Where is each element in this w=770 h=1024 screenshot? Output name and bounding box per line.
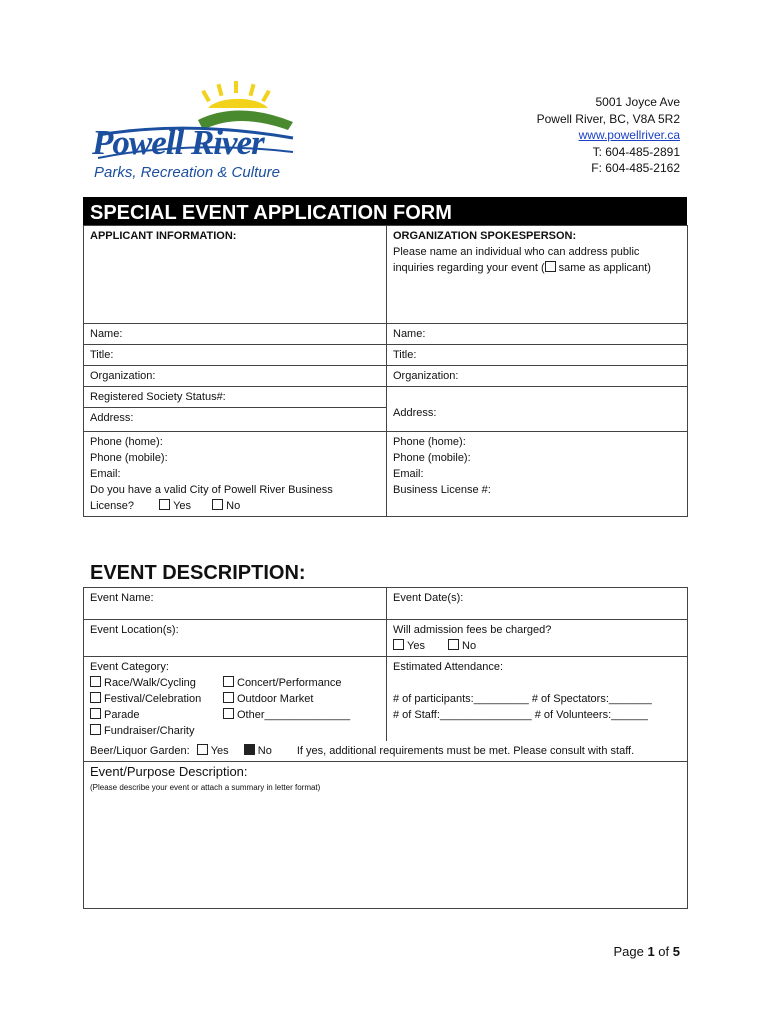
spokesperson-title-field[interactable]: Title:: [393, 349, 417, 361]
applicant-table: [83, 225, 688, 517]
beer-yes-checkbox[interactable]: [197, 744, 208, 755]
concert-label: Concert/Performance: [237, 677, 342, 689]
purpose-note: (Please describe your event or attach a summary in letter format): [90, 783, 321, 792]
address-block: [537, 94, 680, 177]
applicant-society-field[interactable]: Registered Society Status#:: [90, 391, 226, 403]
race-label: Race/Walk/Cycling: [104, 677, 196, 689]
beer-no-checkbox[interactable]: [244, 744, 255, 755]
license-yes-checkbox[interactable]: [159, 499, 170, 510]
page-of: of: [654, 944, 673, 959]
spokesperson-phone-home-field[interactable]: Phone (home):: [393, 436, 466, 448]
parade-label: Parade: [104, 709, 140, 721]
spokesperson-heading: ORGANIZATION SPOKESPERSON:: [393, 230, 577, 242]
address-line2: Powell River, BC, V8A 5R2: [536, 111, 680, 126]
license-no-checkbox[interactable]: [212, 499, 223, 510]
address-line1: 5001 Joyce Ave: [595, 95, 680, 109]
license-question-end: License?: [90, 500, 135, 512]
logo-wordmark: Powell River: [92, 123, 264, 162]
spokesperson-organization-field[interactable]: Organization:: [393, 370, 459, 382]
page-number: [613, 944, 680, 959]
page-total: 5: [672, 944, 680, 959]
applicant-email-field[interactable]: Email:: [90, 468, 121, 480]
applicant-address-field[interactable]: Address:: [90, 412, 134, 424]
license-yes-label: Yes: [173, 500, 192, 512]
beer-no-label: No: [257, 745, 272, 757]
attendance-label: Estimated Attendance:: [393, 661, 504, 673]
applicant-title-field[interactable]: Title:: [90, 349, 114, 361]
applicant-phone-home-field[interactable]: Phone (home):: [90, 436, 163, 448]
fundraiser-label: Fundraiser/Charity: [104, 725, 195, 737]
page-prefix: Page: [613, 944, 648, 959]
fundraiser-checkbox[interactable]: [90, 724, 101, 735]
license-no-label: No: [226, 500, 241, 512]
spokesperson-desc2b: same as applicant): [558, 262, 651, 274]
admission-yes-label: Yes: [407, 640, 425, 652]
admission-yes-checkbox[interactable]: [393, 639, 404, 650]
event-dates-field[interactable]: Event Date(s):: [393, 592, 464, 604]
website-link[interactable]: www.powellriver.ca: [578, 128, 680, 142]
applicant-organization-field[interactable]: Organization:: [90, 370, 156, 382]
admission-no-checkbox[interactable]: [448, 639, 459, 650]
purpose-heading: Event/Purpose Description:: [90, 764, 248, 779]
event-table: [83, 587, 688, 909]
applicant-name-field[interactable]: Name:: [90, 328, 123, 340]
spokesperson-address-field[interactable]: Address:: [393, 407, 437, 419]
spokesperson-name-field[interactable]: Name:: [393, 328, 426, 340]
beer-garden-label: Beer/Liquor Garden:: [90, 745, 190, 757]
admission-question: Will admission fees be charged?: [393, 624, 552, 636]
participants-field[interactable]: # of participants:_________ # of Spectators:_______: [393, 693, 652, 705]
page-current: 1: [647, 944, 655, 959]
applicant-phone-mobile-field[interactable]: Phone (mobile):: [90, 452, 168, 464]
festival-checkbox[interactable]: [90, 692, 101, 703]
event-description-heading: EVENT DESCRIPTION:: [90, 562, 306, 584]
admission-no-label: No: [462, 640, 477, 652]
applicant-heading: APPLICANT INFORMATION:: [90, 230, 237, 242]
other-checkbox[interactable]: [223, 708, 234, 719]
business-license-field[interactable]: Business License #:: [393, 484, 491, 496]
concert-checkbox[interactable]: [223, 676, 234, 687]
race-checkbox[interactable]: [90, 676, 101, 687]
event-category-label: Event Category:: [90, 661, 169, 673]
spokesperson-email-field[interactable]: Email:: [393, 468, 424, 480]
fax-number: F: 604-485-2162: [591, 161, 680, 175]
spokesperson-desc2a: inquiries regarding your event (: [393, 262, 545, 274]
parade-checkbox[interactable]: [90, 708, 101, 719]
spokesperson-phone-mobile-field[interactable]: Phone (mobile):: [393, 452, 471, 464]
market-checkbox[interactable]: [223, 692, 234, 703]
logo-tagline: Parks, Recreation & Culture: [94, 164, 280, 181]
sun-icon: [201, 81, 270, 108]
staff-field[interactable]: # of Staff:_______________ # of Volunteers:______: [393, 709, 648, 721]
purpose-description-area[interactable]: [90, 796, 681, 906]
other-label: Other______________: [237, 709, 351, 721]
same-as-applicant-checkbox[interactable]: [545, 261, 556, 272]
event-name-field[interactable]: Event Name:: [90, 592, 154, 604]
festival-label: Festival/Celebration: [104, 693, 202, 705]
license-question: Do you have a valid City of Powell River Business: [90, 484, 333, 496]
spokesperson-desc1: Please name an individual who can address public: [393, 246, 640, 258]
phone-number: T: 604-485-2891: [592, 144, 680, 159]
market-label: Outdoor Market: [237, 693, 314, 705]
beer-note: If yes, additional requirements must be met. Please consult with staff.: [296, 745, 635, 757]
event-locations-field[interactable]: Event Location(s):: [90, 624, 179, 636]
form-title: SPECIAL EVENT APPLICATION FORM: [90, 202, 452, 224]
beer-yes-label: Yes: [210, 745, 229, 757]
